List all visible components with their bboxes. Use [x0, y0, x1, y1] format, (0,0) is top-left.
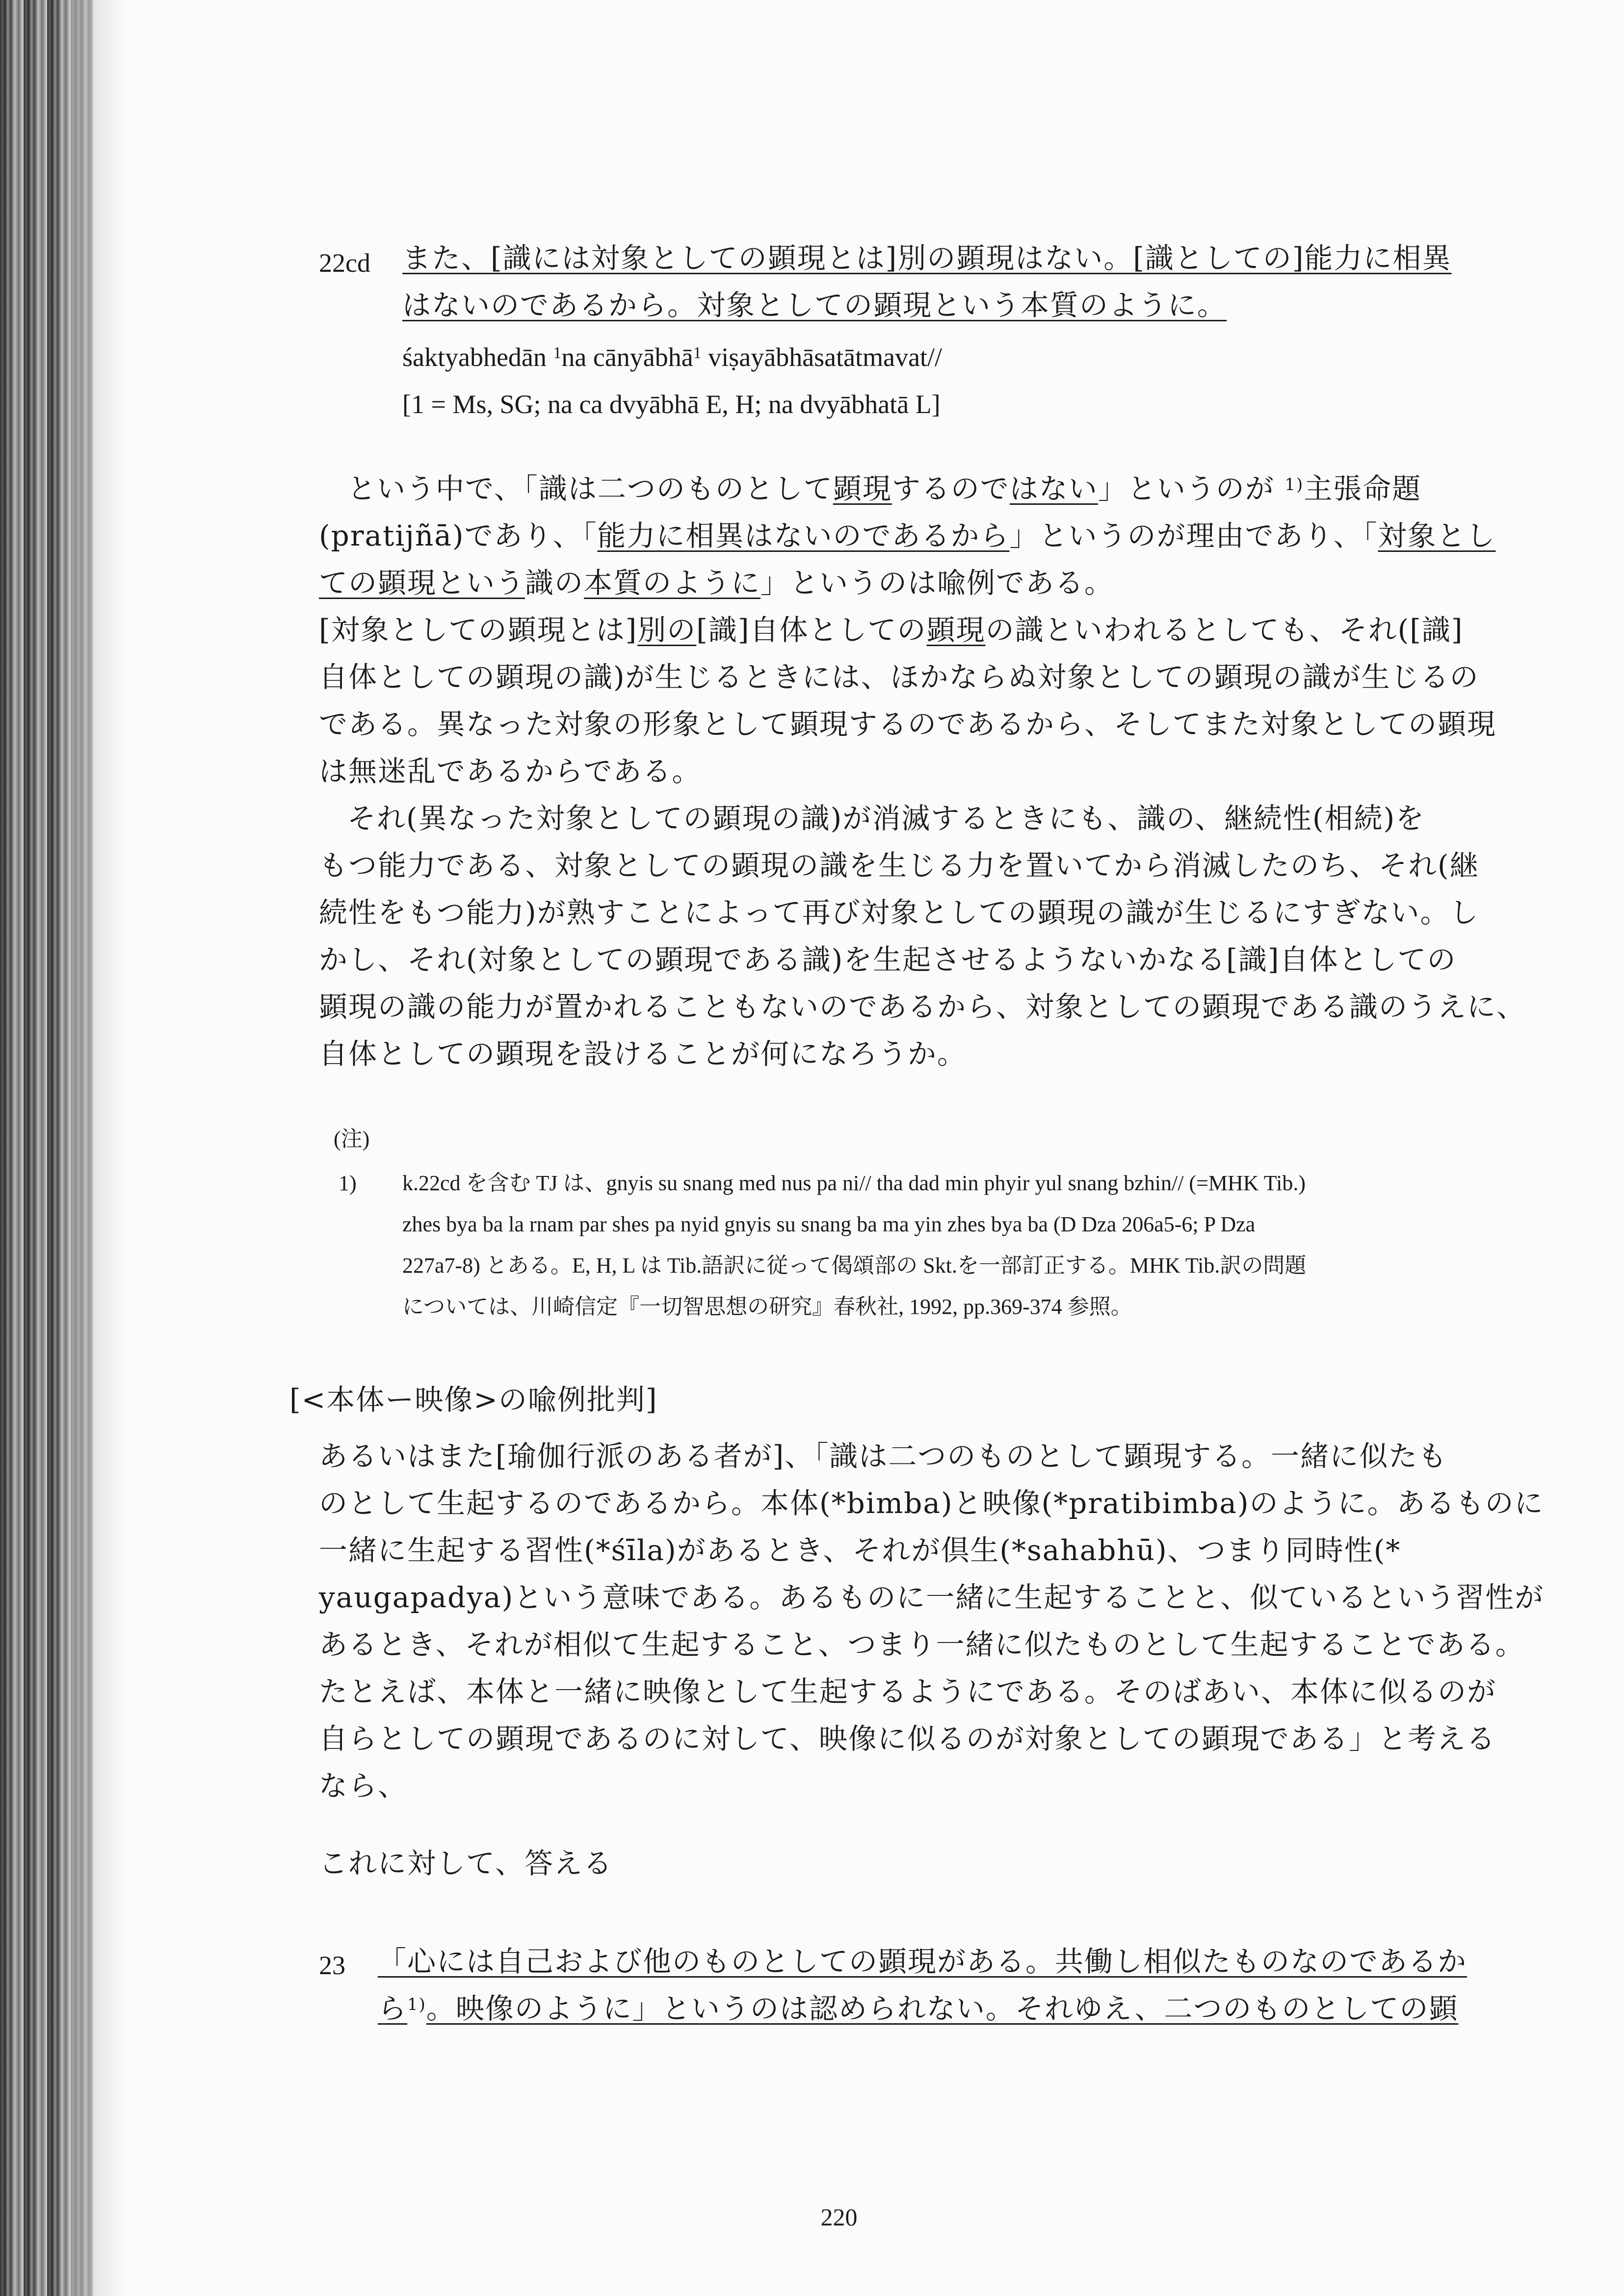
notes-section	[334, 1119, 1462, 1160]
note-1-number: 1)	[339, 1171, 357, 1195]
paragraph-2-line-3: である。異なった対象の形象として顕現するのであるから、そしてまた対象としての顕現	[319, 707, 1497, 741]
underlined-span: 顕現	[833, 472, 892, 505]
paragraph-4-line-2: のとして生起するのであるから。本体(*bimba)と映像(*pratibimba)のように。あるものに	[319, 1487, 1544, 1520]
paragraph-3-line-1: それ(異なった対象としての顕現の識)が消滅するときにも、識の、継続性(相続)を	[347, 802, 1425, 835]
paragraph-2-line-4: は無迷乱であるからである。	[319, 755, 702, 788]
underlined-span: 対象とし	[1378, 519, 1496, 552]
paragraph-1-line-3	[319, 559, 1477, 606]
note-1-line-2: zhes bya ba la rnam par shes pa nyid gnyis su snang ba ma yin zhes bya ba (D Dza 206a5-6; P Dza	[402, 1212, 1256, 1236]
paragraph-4	[319, 1433, 1545, 1809]
note-1	[402, 1163, 1482, 1328]
variant-readings: [1 = Ms, SG; na ca dvyābhā E, H; na dvyābhatā L]	[402, 390, 941, 419]
text-span: するので	[891, 472, 1010, 505]
underlined-span: ら	[378, 1992, 408, 2025]
text-span: (pratijñā)であり、「	[319, 519, 598, 552]
verse-22-translation	[402, 235, 1472, 329]
paragraph-4-line-7: 自らとしての顕現であるのに対して、映像に似るのが対象としての顕現である」と考える	[319, 1722, 1496, 1755]
underlined-span: はない	[1009, 472, 1098, 505]
verse-23-line-2	[378, 1985, 1477, 2032]
paragraph-2	[319, 606, 1497, 795]
note-1-line-3: 227a7-8) とある。E, H, L は Tib.語訳に従って偈頌部の Skt.を一部訂正する。MHK Tib.訳の問題	[402, 1253, 1307, 1278]
text-span: 」というのが	[1098, 472, 1285, 505]
paragraph-3-line-2: もつ能力である、対象としての顕現の識を生じる力を置いてから消滅したのち、それ(継	[319, 849, 1479, 882]
text-span: 主張命題	[1304, 472, 1422, 505]
text-span: 」というのが理由であり、「	[1009, 519, 1378, 552]
footnote-ref: 1)	[407, 1995, 426, 2014]
underlined-span: 能力に相異はないのであるから	[597, 519, 1010, 552]
paragraph-1-line-2	[319, 512, 1496, 559]
text-span: [識]自体としての	[696, 613, 927, 647]
sanskrit-part-c: viṣayābhāsatātmavat//	[701, 342, 943, 372]
variant-mark: 1	[693, 344, 702, 362]
paragraph-3	[319, 795, 1526, 1077]
paragraph-4-line-5: あるとき、それが相似て生起すること、つまり一緒に似たものとして生起することである。	[319, 1628, 1525, 1661]
text-span: という中で、「識は二つのものとして	[347, 472, 833, 505]
paragraph-4-line-3: 一緒に生起する習性(*śīla)があるとき、それが倶生(*sahabhū)、つまり同時性(*	[319, 1534, 1401, 1567]
text-span: の識といわれるとしても、それ([識]	[985, 613, 1464, 647]
sanskrit-verse-line	[402, 334, 1472, 381]
paragraph-2-line-1	[319, 606, 1477, 653]
underlined-span: 顕現	[926, 613, 986, 647]
footnote-ref: 1)	[1284, 475, 1304, 495]
text-span: 」というのは喩例である。	[760, 566, 1114, 600]
paragraph-3-line-4: かし、それ(対象としての顕現である識)を生起させるようないかなる[識]自体としての	[319, 943, 1457, 976]
verse-22-sanskrit	[402, 334, 1472, 428]
verse-number-23: 23	[319, 1951, 345, 1980]
verse-23-translation	[378, 1938, 1477, 2032]
paragraph-3-line-5: 顕現の識の能力が置かれることもないのであるから、対象としての顕現である識のうえに、	[319, 990, 1526, 1023]
note-1-line-4: については、川崎信定『一切智思想の研究』春秋社, 1992, pp.369-374 参照。	[402, 1295, 1132, 1319]
section-heading: [<本体ー映像>の喩例批判]	[289, 1383, 658, 1416]
paragraph-4-line-8: なら、	[319, 1769, 408, 1802]
underlined-span: ての顕現という	[319, 566, 525, 600]
paragraph-1	[319, 465, 1496, 606]
sanskrit-part-b: na cānyābhā	[561, 342, 693, 372]
text-span: 識の	[525, 566, 584, 600]
underlined-span: 。映像のように」というのは認められない。それゆえ、二つのものとしての顕	[426, 1992, 1459, 2025]
scan-binding-shadow	[69, 0, 128, 2296]
underlined-span: 本質のように	[584, 566, 761, 600]
paragraph-4-line-4: yaugapadya)という意味である。あるものに一緒に生起することと、似ているという習性が	[319, 1581, 1545, 1614]
paragraph-4-line-6: たとえば、本体と一緒に映像として生起するようにである。そのばあい、本体に似るのが	[319, 1675, 1497, 1708]
verse-22-line-1: また、[識には対象としての顕現とは]別の顕現はない。[識としての]能力に相異	[402, 241, 1452, 275]
paragraph-1-line-1	[319, 465, 1477, 512]
paragraph-3-line-6: 自体としての顕現を設けることが何になろうか。	[319, 1037, 967, 1070]
paragraph-3-line-3: 続性をもつ能力)が熟すことによって再び対象としての顕現の識が生じるにすぎない。し	[319, 896, 1479, 929]
variant-mark: 1	[553, 344, 562, 362]
page-number: 220	[820, 2203, 858, 2231]
verse-22-line-2: はないのであるから。対象としての顕現という本質のように。	[402, 288, 1227, 322]
paragraph-2-line-2: 自体としての顕現の識)が生じるときには、ほかならぬ対象としての顕現の識が生じるの	[319, 660, 1479, 694]
note-1-line-1: k.22cd を含む TJ は、gnyis su snang med nus pa ni// tha dad min phyir yul snang bzhin// (=MHK Tib.)	[402, 1171, 1306, 1195]
verse-number-22cd: 22cd	[319, 248, 370, 278]
answer-line: これに対して、答える	[319, 1847, 613, 1880]
underlined-span: 別の	[637, 613, 697, 647]
notes-heading: (注)	[334, 1127, 370, 1151]
verse-23-line-1: 「心には自己および他のものとしての顕現がある。共働し相似たものなのであるか	[378, 1945, 1467, 1978]
text-span: [対象としての顕現とは]	[319, 613, 638, 647]
sanskrit-part-a: śaktyabhedān	[402, 342, 553, 372]
paragraph-4-line-1: あるいはまた[瑜伽行派のある者が]、「識は二つのものとして顕現する。一緒に似たも	[319, 1439, 1448, 1473]
